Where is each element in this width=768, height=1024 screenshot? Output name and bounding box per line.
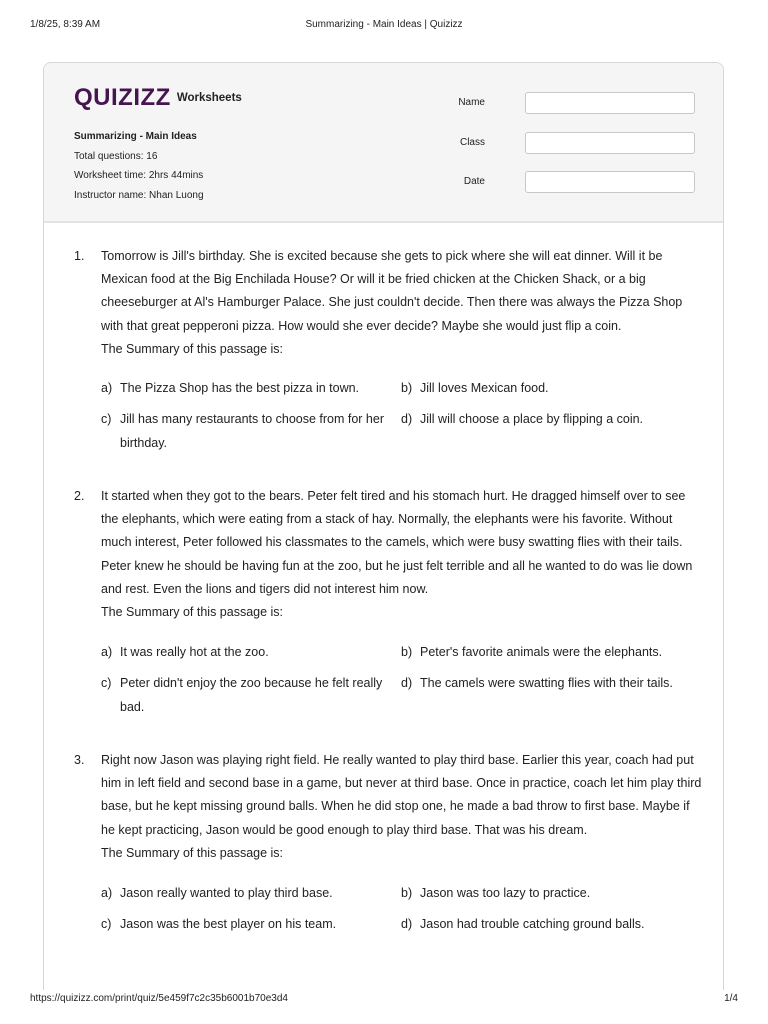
- option-a[interactable]: [101, 641, 396, 665]
- print-header: [30, 19, 738, 33]
- option-letter: a): [101, 645, 113, 659]
- option-b[interactable]: [401, 377, 696, 401]
- date-label: Date: [463, 176, 485, 187]
- worksheet-time: Worksheet time: 2hrs 44mins: [74, 170, 204, 181]
- option-letter: d): [401, 676, 413, 690]
- question-number: 3.: [74, 753, 85, 767]
- passage: Tomorrow is Jill's birthday. She is excited because she gets to pick where she will eat dinner. Will it be Mexican food at the Big Enchilada House? Or will it be fried chicken at the Chicken Shack, or a big cheeseburger at Al's Hamburger Palace. She just couldn't decide. Then there was always the Pizza Shop with that great pepperoni pizza. How would she ever decide? Maybe she would just flip a coin.: [101, 249, 683, 333]
- name-field-row: [458, 92, 695, 116]
- question-prompt: The Summary of this passage is:: [101, 605, 284, 620]
- option-letter: a): [101, 886, 113, 900]
- option-text: Jill has many restaurants to choose from for her birthday.: [120, 412, 385, 450]
- option-a[interactable]: [101, 377, 396, 401]
- print-url: https://quizizz.com/print/quiz/5e459f7c2c35b6001b70e3d4: [30, 993, 288, 1004]
- question-prompt: The Summary of this passage is:: [101, 341, 284, 356]
- option-letter: a): [101, 381, 113, 395]
- option-letter: b): [401, 381, 413, 395]
- date-field[interactable]: [525, 171, 695, 193]
- passage: Right now Jason was playing right field. He really wanted to play third base. Earlier this year, coach had put him in left field and second base in a game, but never at third base. Once in practice, coach let him play third base, but he kept missing ground balls. When he did stop one, he made a bad throw to first base. Maybe if he kept practicing, Jason would be good enough to play third base. That was his dream.: [101, 753, 702, 837]
- name-field[interactable]: [525, 92, 695, 114]
- option-text: Jill will choose a place by flipping a coin.: [420, 412, 644, 426]
- option-letter: c): [101, 412, 112, 426]
- option-letter: d): [401, 917, 413, 931]
- option-text: It was really hot at the zoo.: [120, 645, 269, 659]
- option-b[interactable]: [401, 882, 696, 906]
- worksheet-title: Summarizing - Main Ideas: [74, 131, 197, 142]
- worksheet-header: [44, 63, 723, 223]
- question-number: 2.: [74, 489, 85, 503]
- option-text: Jill loves Mexican food.: [420, 381, 549, 395]
- passage: It started when they got to the bears. Peter felt tired and his stomach hurt. He dragged himself over to see the elephants, which were eating from a stack of hay. Normally, the elephants were his favorite. Without much interest, Peter followed his classmates to the camels, which were busy swatting flies with their tails. Peter knew he should be having fun at the zoo, but he just felt terrible and all he wanted to do was lie down and rest. Even the lions and tigers did not interest him now.: [101, 489, 693, 596]
- question-3: [74, 749, 704, 939]
- question-prompt: The Summary of this passage is:: [101, 845, 284, 860]
- question-1: [74, 245, 704, 457]
- print-datetime: 1/8/25, 8:39 AM: [30, 19, 101, 30]
- option-d[interactable]: [401, 672, 696, 696]
- option-text: Jason had trouble catching ground balls.: [420, 917, 645, 931]
- option-text: Jason was too lazy to practice.: [420, 886, 591, 900]
- print-title: Summarizing - Main Ideas | Quizizz: [305, 19, 463, 30]
- print-footer: [30, 993, 738, 1007]
- option-d[interactable]: [401, 408, 696, 432]
- option-letter: b): [401, 886, 413, 900]
- option-a[interactable]: [101, 882, 396, 906]
- question-2: [74, 485, 704, 721]
- class-field-row: [459, 132, 695, 156]
- logo-product: Worksheets: [176, 92, 242, 104]
- date-field-row: [464, 171, 695, 195]
- option-text: The camels were swatting flies with their tails.: [420, 676, 673, 690]
- option-b[interactable]: [401, 641, 696, 665]
- instructor-name: Instructor name: Nhan Luong: [74, 189, 204, 201]
- option-d[interactable]: [401, 913, 696, 937]
- option-c[interactable]: [101, 913, 396, 937]
- question-text: [101, 749, 704, 865]
- option-text: Jason really wanted to play third base.: [120, 886, 333, 900]
- total-questions: Total questions: 16: [74, 150, 158, 162]
- worksheet-sheet: [43, 62, 724, 990]
- class-label: Class: [459, 137, 485, 148]
- option-text: Peter's favorite animals were the elephants.: [420, 645, 663, 659]
- option-c[interactable]: [101, 408, 396, 455]
- question-text: [101, 245, 704, 361]
- question-number: 1.: [74, 249, 85, 263]
- page-number: 1/4: [724, 993, 738, 1004]
- logo-wordmark: QUIZIZZ: [74, 84, 171, 111]
- option-c[interactable]: [101, 672, 396, 719]
- option-text: Jason was the best player on his team.: [120, 917, 337, 931]
- question-text: [101, 485, 704, 624]
- option-letter: d): [401, 412, 413, 426]
- class-field[interactable]: [525, 132, 695, 154]
- option-letter: b): [401, 645, 413, 659]
- option-letter: c): [101, 676, 112, 690]
- name-label: Name: [458, 97, 485, 108]
- quizizz-logo: [74, 85, 242, 111]
- option-text: Peter didn't enjoy the zoo because he felt really bad.: [120, 676, 383, 714]
- option-letter: c): [101, 917, 112, 931]
- option-text: The Pizza Shop has the best pizza in town.: [120, 381, 360, 395]
- worksheet-meta: [74, 127, 204, 205]
